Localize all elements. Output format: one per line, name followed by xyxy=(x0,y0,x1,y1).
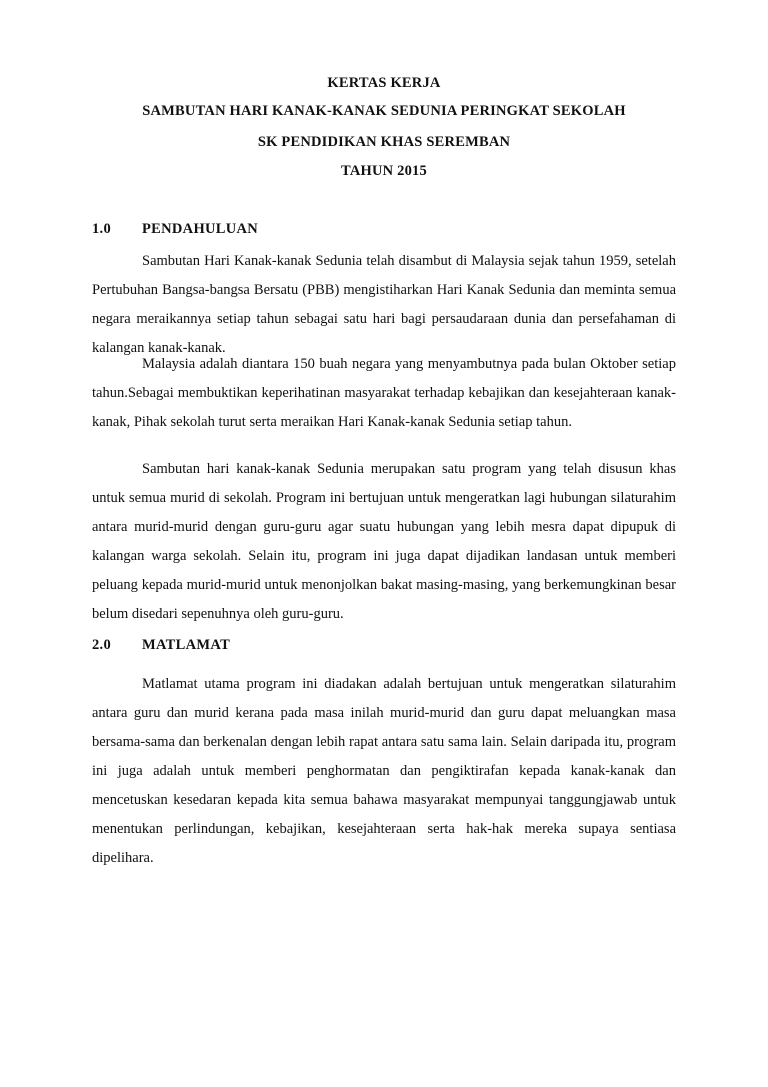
doc-title-school: SK PENDIDIKAN KHAS SEREMBAN xyxy=(257,134,511,150)
section-title: PENDAHULUAN xyxy=(142,221,259,237)
doc-title-kertas-kerja: KERTAS KERJA xyxy=(327,75,441,91)
paragraph-pendahuluan-1: Sambutan Hari Kanak-kanak Sedunia telah disambut di Malaysia sejak tahun 1959, setelah Pertubuhan Bangsa-bangsa Bersatu (PBB) mengistiharkan Hari Kanak Sedunia dan meminta semua negara meraikannya setiap tahun sebagai satu hari bagi persaudaraan dunia dan persefahaman di kalangan kanak-kanak. xyxy=(92,253,676,356)
section-number: 2.0 xyxy=(92,637,112,653)
doc-title-event: SAMBUTAN HARI KANAK-KANAK SEDUNIA PERINGKAT SEKOLAH xyxy=(142,103,626,119)
paragraph-pendahuluan-2: Malaysia adalah diantara 150 buah negara yang menyambutnya pada bulan Oktober setiap tahun.Sebagai membuktikan keperihatinan masyarakat terhadap kebajikan dan kesejahteraan kanak-kanak, Pihak sekolah turut serta meraikan Hari Kanak-kanak Sedunia setiap tahun. xyxy=(92,356,676,430)
section-number: 1.0 xyxy=(92,221,112,237)
doc-title-year: TAHUN 2015 xyxy=(341,163,427,179)
paragraph-pendahuluan-3: Sambutan hari kanak-kanak Sedunia merupakan satu program yang telah disusun khas untuk semua murid di sekolah. Program ini bertujuan untuk mengeratkan lagi hubungan silaturahim antara murid-murid dengan guru-guru agar suatu hubungan yang lebih mesra dapat dipupuk di kalangan warga sekolah. Selain itu, program ini juga dapat dijadikan landasan untuk memberi peluang kepada murid-murid untuk menonjolkan bakat masing-masing, yang berkemungkinan besar belum disedari sepenuhnya oleh guru-guru. xyxy=(92,461,676,622)
section-title: MATLAMAT xyxy=(142,637,231,653)
paragraph-matlamat-1: Matlamat utama program ini diadakan adalah bertujuan untuk mengeratkan silaturahim antara guru dan murid kerana pada masa inilah murid-murid dan guru dapat meluangkan masa bersama-sama dan berkenalan dengan lebih rapat antara satu sama lain. Selain daripada itu, program ini juga adalah untuk memberi penghormatan dan pengiktirafan kepada kanak-kanak dan mencetuskan kesedaran kepada kita semua bahawa masyarakat mempunyai tanggungjawab untuk menentukan perlindungan, kebajikan, kesejahteraan serta hak-hak mereka supaya sentiasa dipelihara. xyxy=(92,676,676,866)
